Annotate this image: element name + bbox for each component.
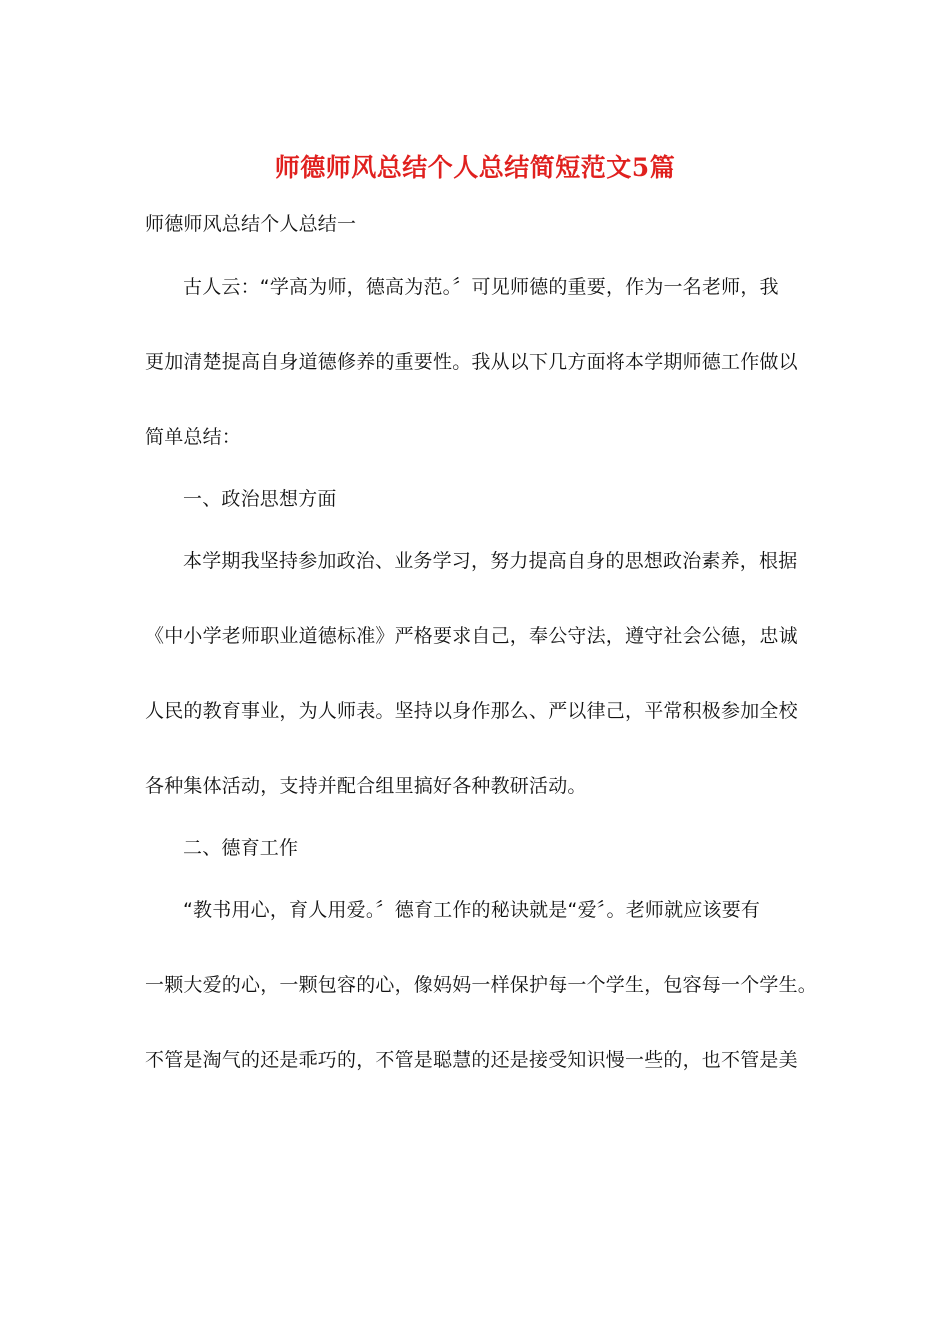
paragraph-line: 不管是淘气的还是乖巧的，不管是聪慧的还是接受知识慢一些的，也不管是美 bbox=[145, 1049, 798, 1071]
subsection-heading-moral-education: 二、德育工作 bbox=[183, 837, 299, 859]
subsection-heading-politics: 一、政治思想方面 bbox=[183, 488, 337, 510]
paragraph-line: 《中小学老师职业道德标准》严格要求自己，奉公守法，遵守社会公德，忠诚 bbox=[145, 625, 798, 647]
paragraph-line: 人民的教育事业，为人师表。坚持以身作那么、严以律己，平常积极参加全校 bbox=[145, 700, 798, 722]
paragraph-line: “教书用心，育人用爱。〞德育工作的秘诀就是“爱〞。老师就应该要有 bbox=[183, 899, 761, 921]
paragraph-line: 本学期我坚持参加政治、业务学习，努力提高自身的思想政治素养，根据 bbox=[183, 550, 798, 572]
section-heading-1: 师德师风总结个人总结一 bbox=[145, 213, 357, 235]
paragraph-line: 古人云：“学高为师，德高为范。〞可见师德的重要，作为一名老师，我 bbox=[183, 276, 779, 298]
paragraph-line: 一颗大爱的心，一颗包容的心，像妈妈一样保护每一个学生，包容每一个学生。 bbox=[145, 974, 818, 996]
paragraph-line: 各种集体活动，支持并配合组里搞好各种教研活动。 bbox=[145, 775, 587, 797]
paragraph-line: 更加清楚提高自身道德修养的重要性。我从以下几方面将本学期师德工作做以 bbox=[145, 351, 798, 373]
document-title: 师德师风总结个人总结简短范文5篇 bbox=[274, 153, 676, 182]
paragraph-line: 简单总结： bbox=[145, 426, 242, 448]
